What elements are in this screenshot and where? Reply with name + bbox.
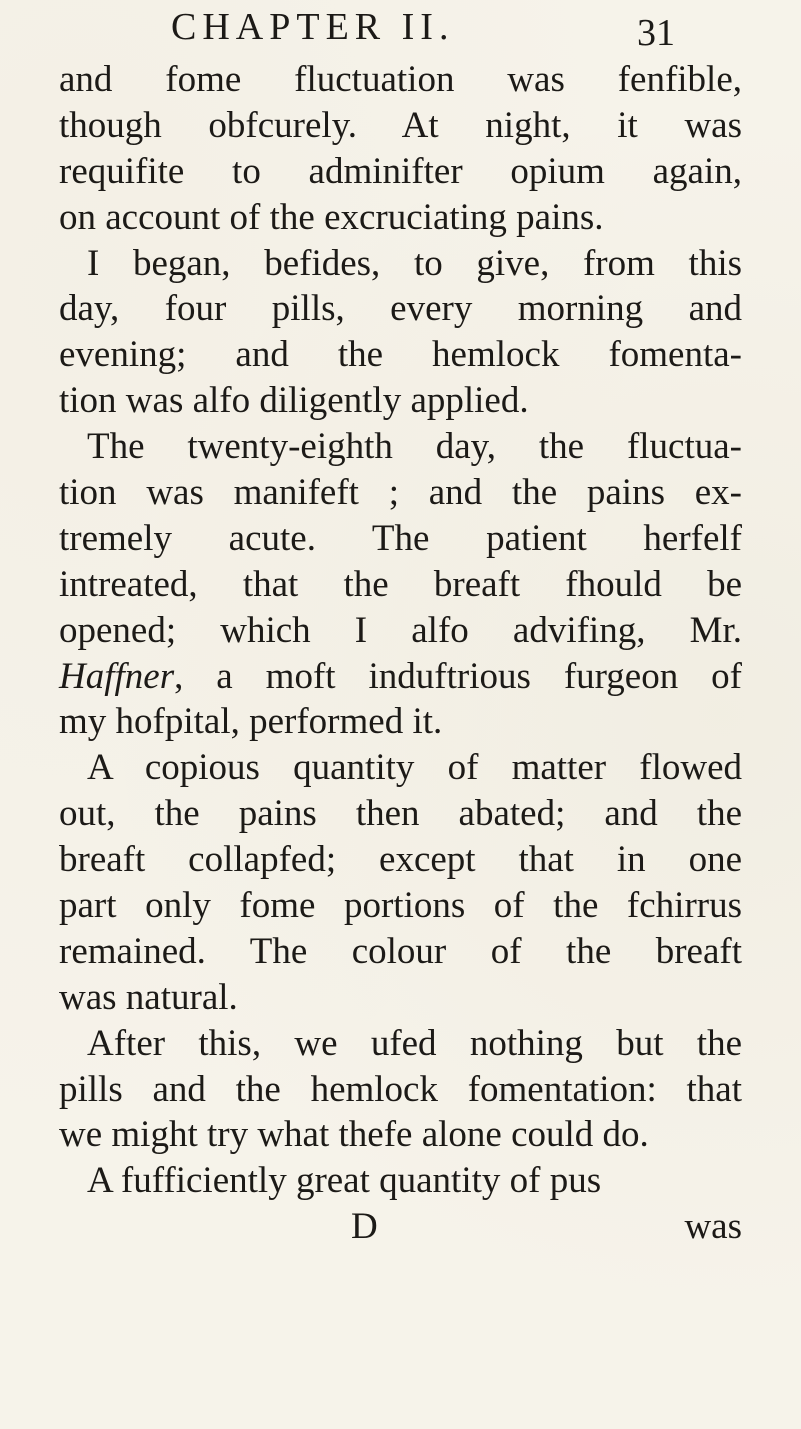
text-line: tion was manifeft ; and the pains ex- xyxy=(59,472,742,514)
paragraph-start-line: The twenty-eighth day, the fluctua- xyxy=(87,426,742,468)
text-line: opened; which I alfo advifing, Mr. xyxy=(59,609,742,651)
text-line: my hofpital, performed it. xyxy=(59,701,443,743)
page-header xyxy=(0,3,801,54)
paragraph-start-line: I began, befides, to give, from this xyxy=(87,242,742,284)
text-line: and fome fluctuation was fenfible, xyxy=(59,59,742,100)
page-footer xyxy=(59,1204,742,1250)
text-line: requifite to adminifter opium again, xyxy=(59,150,742,192)
text-line: on account of the excruciating pains. xyxy=(59,196,604,238)
text-line: was natural. xyxy=(59,976,238,1018)
text-line: out, the pains then abated; and the xyxy=(59,793,742,835)
page-number: 31 xyxy=(637,12,675,54)
text-line: though obfcurely. At night, it was xyxy=(59,104,742,146)
text-line: remained. The colour of the breaft xyxy=(59,930,742,972)
text-line: pills and the hemlock fomentation: that xyxy=(59,1068,742,1110)
catchword: was xyxy=(684,1206,742,1248)
text-line: tion was alfo diligently applied. xyxy=(59,380,529,422)
text-line: tremely acute. The patient herfelf xyxy=(59,517,742,559)
text-line: intreated, that the breaft fhould be xyxy=(59,563,742,605)
text-line: evening; and the hemlock fomenta- xyxy=(59,334,742,376)
surgeon-name: Haffner xyxy=(59,655,175,697)
signature-mark: D xyxy=(351,1206,378,1248)
text-line: day, four pills, every morning and xyxy=(59,288,742,330)
text-line-remainder: , a moft induftrious furgeon of xyxy=(174,655,742,697)
running-head: CHAPTER II. xyxy=(171,6,455,48)
paragraph-start-line: A fufficiently great quantity of pus xyxy=(87,1160,602,1202)
text-line: part only fome portions of the fchirrus xyxy=(59,885,742,927)
paragraph-start-line: A copious quantity of matter flowed xyxy=(87,747,742,789)
text-line: breaft collapfed; except that in one xyxy=(59,839,742,881)
text-line-with-name xyxy=(59,654,742,700)
body-text xyxy=(59,57,742,1250)
paragraph-start-line: After this, we ufed nothing but the xyxy=(87,1022,742,1064)
text-line: we might try what thefe alone could do. xyxy=(59,1114,649,1156)
